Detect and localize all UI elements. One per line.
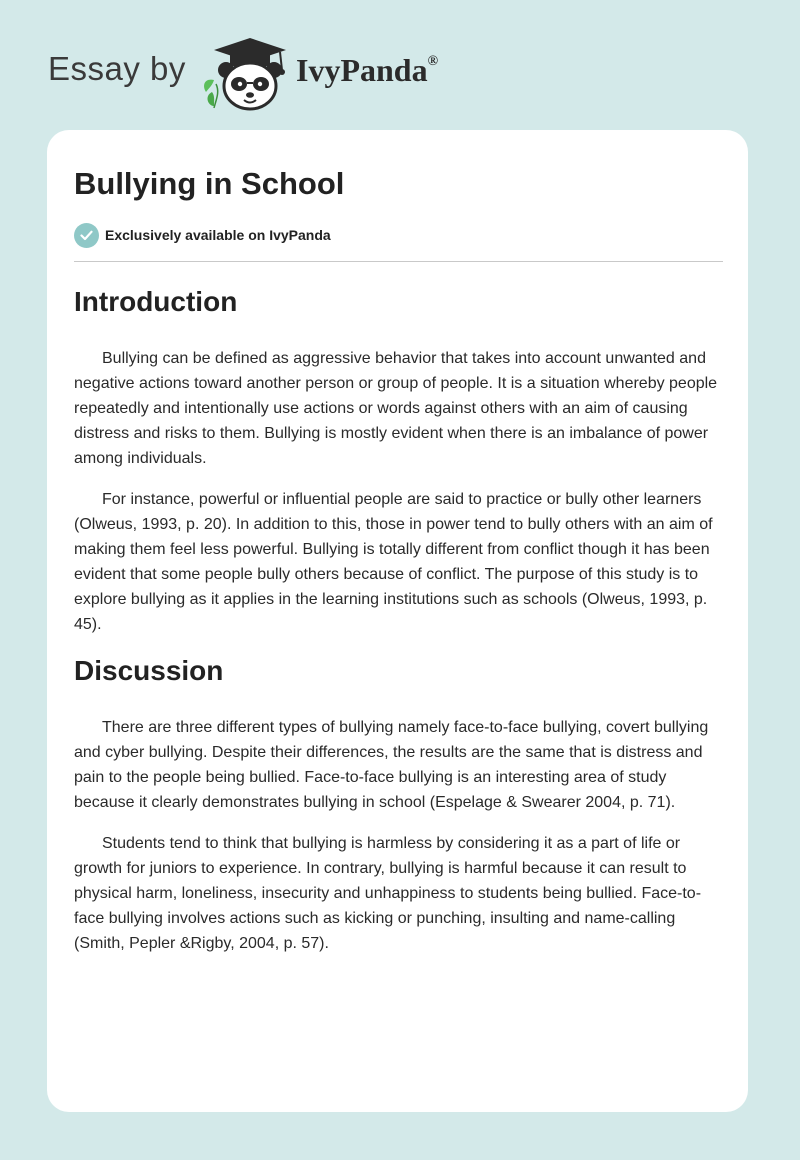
- check-icon: [74, 223, 99, 248]
- paragraph: Students tend to think that bullying is harmless by considering it as a part of life or growth for juniors to experience. In contrary, bullying is harmful because it can result to physical harm, loneliness, insecurity and unhappiness to students being bullied. Face-to-face bullying involves actions such as kicking or punching, insulting and name-calling (Smith, Pepler &Rigby, 2004, p. 57).: [74, 835, 702, 952]
- exclusive-badge: [74, 222, 331, 248]
- ivy-leaf-icon: [204, 80, 218, 108]
- section-heading-introduction: Introduction: [74, 286, 238, 317]
- paragraph: For instance, powerful or influential people are said to practice or bully other learners (Olweus, 1993, p. 20). In addition to this, those in power tend to bully others with an aim of making them feel less powerful. Bullying is totally different from conflict though it has been evident that some people bully others because of conflict. The purpose of this study is to explore bullying as it applies in the learning institutions such as schools (Olweus, 1993, p. 45).: [74, 491, 713, 633]
- essay-body: [74, 278, 724, 956]
- essay-by-label: Essay by: [48, 50, 186, 87]
- page-title: Bullying in School: [74, 166, 345, 201]
- site-header: [0, 0, 800, 130]
- exclusive-badge-label: Exclusively available on IvyPanda: [105, 227, 331, 243]
- panda-logo-icon[interactable]: [200, 36, 292, 112]
- paragraph: Bullying can be defined as aggressive behavior that takes into account unwanted and negative actions toward another person or group of people. It is a situation whereby people repeatedly and intentionally use actions or words against others with an aim of causing distress and risks to them. Bullying is mostly evident when there is an imbalance of power among individuals.: [74, 350, 718, 467]
- title-divider: [74, 261, 723, 262]
- section-heading-discussion: Discussion: [74, 655, 224, 686]
- paragraph: There are three different types of bullying namely face-to-face bullying, covert bullying and cyber bullying. Despite their differences, the results are the same that is distress and pain to the people being bullied. Face-to-face bullying is an interesting area of study because it clearly demonstrates bullying in school (Espelage & Swearer 2004, p. 71).: [74, 719, 709, 811]
- essay-card: [47, 130, 748, 1112]
- brand-logo-text[interactable]: [296, 52, 438, 89]
- registered-mark: ®: [427, 54, 439, 69]
- brand-name: IvyPanda: [296, 52, 428, 88]
